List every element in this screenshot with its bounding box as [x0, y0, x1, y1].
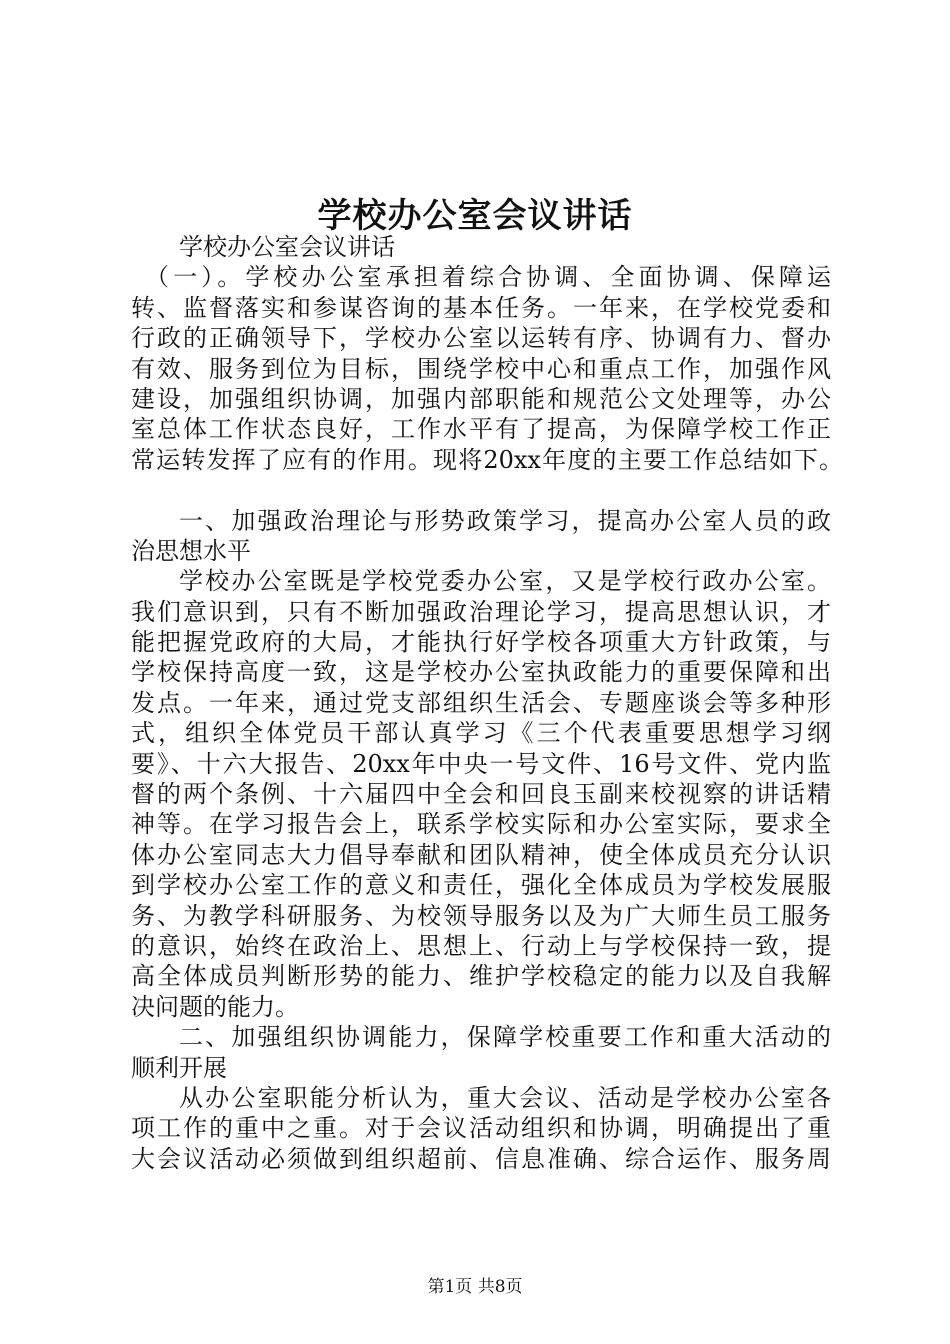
section-1-paragraph: [131, 566, 831, 1022]
subtitle: 学校办公室会议讲话: [179, 233, 395, 261]
text-line: 二、加强组织协调能力，保障学校重要工作和重大活动的: [179, 1023, 831, 1052]
text-line: 顺利开展: [131, 1053, 227, 1082]
text-line: 神等。在学习报告会上，联系学校实际和办公室实际，要求全: [131, 810, 831, 839]
text-line: 有效、服务到位为目标，围绕学校中心和重点工作，加强作风: [131, 354, 831, 383]
section-2-paragraph: [131, 1083, 831, 1174]
text-line: 到学校办公室工作的意义和责任，强化全体成员为学校发展服: [131, 871, 831, 900]
text-line: 体办公室同志大力倡导奉献和团队精神，使全体成员充分认识: [131, 840, 831, 869]
text-line: 大会议活动必须做到组织超前、信息准确、综合运作、服务周: [131, 1144, 831, 1173]
text-line: 发点。一年来，通过党支部组织生活会、专题座谈会等多种形: [131, 688, 831, 717]
page-number: 第1页 共8页: [427, 1277, 523, 1297]
text-line: 行政的正确领导下，学校办公室以运转有序、协调有力、督办: [131, 324, 831, 353]
text-line: 室总体工作状态良好，工作水平有了提高，为保障学校工作正: [131, 415, 831, 444]
blank-line: [131, 475, 831, 505]
text-line: 一、加强政治理论与形势政策学习，提高办公室人员的政: [179, 506, 831, 535]
text-line: 学校保持高度一致，这是学校办公室执政能力的重要保障和出: [131, 658, 831, 687]
document-body: [131, 232, 843, 1174]
section-2-heading: [131, 1022, 831, 1083]
text-line: 我们意识到，只有不断加强政治理论学习，提高思想认识，才: [131, 597, 831, 626]
text-line: 要》、十六大报告、20xx年中央一号文件、16号文件、党内监: [131, 749, 831, 778]
text-line: 常运转发挥了应有的作用。现将20xx年度的主要工作总结如下。: [131, 445, 843, 474]
text-line: 决问题的能力。: [131, 992, 299, 1021]
text-line: 式，组织全体党员干部认真学习《三个代表重要思想学习纲: [131, 719, 831, 748]
text-line: 能把握党政府的大局，才能执行好学校各项重大方针政策，与: [131, 628, 831, 657]
text-line: 转、监督落实和参谋咨询的基本任务。一年来，在学校党委和: [131, 293, 831, 322]
text-line: 学校办公室既是学校党委办公室，又是学校行政办公室。: [179, 567, 831, 596]
text-line: 治思想水平: [131, 536, 251, 565]
text-line: 的意识，始终在政治上、思想上、行动上与学校保持一致，提: [131, 931, 831, 960]
text-line: 高全体成员判断形势的能力、维护学校稳定的能力以及自我解: [131, 962, 831, 991]
text-line: 从办公室职能分析认为，重大会议、活动是学校办公室各: [179, 1083, 831, 1112]
text-line: 建设，加强组织协调，加强内部职能和规范公文处理等，办公: [131, 384, 831, 413]
text-line: 务、为教学科研服务、为校领导服务以及为广大师生员工服务: [131, 901, 831, 930]
text-line: 项工作的重中之重。对于会议活动组织和协调，明确提出了重: [131, 1114, 831, 1143]
document-title: 学校办公室会议讲话: [317, 196, 633, 236]
section-1-heading: [131, 506, 831, 567]
text-line: （一）。学校办公室承担着综合协调、全面协调、保障运: [145, 263, 831, 292]
text-line: 督的两个条例、十六届四中全会和回良玉副来校视察的讲话精: [131, 780, 831, 809]
intro-paragraph: [131, 262, 843, 475]
